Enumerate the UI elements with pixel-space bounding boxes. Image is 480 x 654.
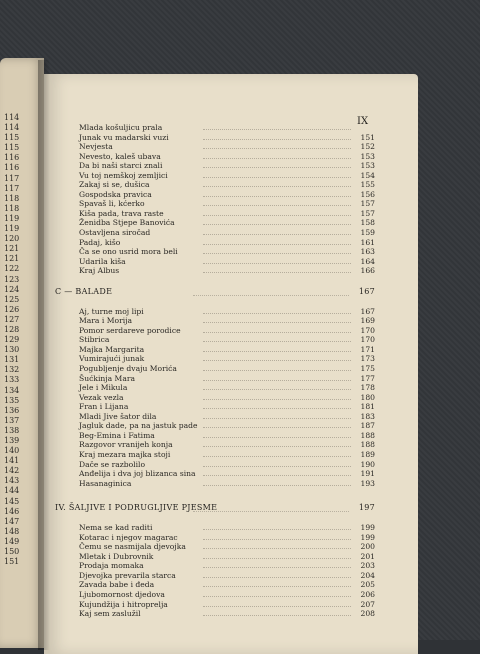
entry-title: Djevojka prevarila starca [79,570,176,580]
entry-page: 178 [360,383,375,393]
left-margin-number: 118 [4,193,20,203]
book-gutter-shadow [38,60,50,650]
entry-title: Majka Margarita [79,344,145,354]
entry-title: Jele i Mikula [79,383,128,393]
entry-page: 205 [360,580,375,590]
entry-page: 177 [360,373,375,383]
entry-title: Razgovor vranijeh konja [79,440,173,450]
leader-dots [203,409,351,419]
page-number: IX [357,116,369,127]
table-of-contents [53,123,375,619]
toc-entry [53,479,375,489]
left-margin-number: 145 [4,496,20,506]
entry-page: 166 [360,266,375,276]
entry-page: 157 [360,208,375,218]
entry-title: Mletak i Dubrovnik [79,551,154,561]
left-margin-number: 126 [4,304,20,314]
left-margin-number: 117 [4,173,20,183]
entry-page: 156 [360,189,375,199]
leader-dots [203,206,351,216]
entry-page: 153 [360,151,375,161]
left-margin-number: 116 [4,153,20,163]
toc-group-one [53,123,375,276]
left-margin-number: 140 [4,446,20,456]
entry-page: 189 [360,449,375,459]
leader-dots [203,313,351,323]
entry-title: Da bi naši starci znali [79,161,163,171]
entry-title: Hasanaginica [79,478,132,488]
entry-title: Kujundžija i hitroprelja [79,599,168,609]
left-margin-number: 130 [4,345,20,355]
left-margin-number: 132 [4,365,20,375]
toc-entry [53,609,375,619]
leader-dots [203,332,351,342]
left-margin-number: 122 [4,264,20,274]
left-margin-number: 116 [4,163,20,173]
leader-dots [203,168,351,178]
left-margin-number: 148 [4,526,20,536]
left-margin-number: 128 [4,324,20,334]
leader-dots [203,120,351,130]
entry-title: Nevesto, kaleš ubava [79,151,161,161]
entry-page: 163 [360,247,375,257]
leader-dots [203,149,351,159]
entry-page: 191 [360,469,375,479]
leader-dots [203,399,351,409]
entry-title: Kiša pada, trava raste [79,208,164,218]
entry-title: Ostavljena siročad [79,228,151,238]
entry-title: Ljubomornost djedova [79,589,165,599]
toc-entry [53,266,375,276]
entry-title: Ča se ono usrid mora beli [79,247,178,257]
leader-dots [203,139,351,149]
entry-title: Vu toj nemškoj zemljici [79,170,168,180]
entry-title: Anđelija i dva joj blizanca sina [79,469,196,479]
entry-page: 200 [360,542,375,552]
entry-page: 203 [360,561,375,571]
entry-title: Vezak vezla [79,392,124,402]
leader-dots [203,476,351,486]
left-margin-number: 143 [4,476,20,486]
leader-dots [203,437,351,447]
entry-page: 188 [360,430,375,440]
leader-dots [203,577,351,587]
leader-dots [203,263,351,273]
leader-dots [193,502,349,512]
leader-dots [203,447,351,457]
leader-dots [203,225,351,235]
leader-dots [203,215,351,225]
left-margin-number: 114 [4,123,20,133]
entry-page: 199 [360,532,375,542]
entry-page: 175 [360,364,375,374]
entry-page: 206 [360,589,375,599]
entry-title: Mlada košuljicu prala [79,123,163,132]
leader-dots [203,549,351,559]
leader-dots [203,520,351,530]
toc-group-three [53,523,375,618]
left-margin-number: 131 [4,355,20,365]
left-margin-number: 117 [4,183,20,193]
leader-dots [203,390,351,400]
leader-dots [203,235,351,245]
entry-title: Spavaš li, kćerko [79,199,145,209]
entry-title: Fran i Lijana [79,402,129,412]
entry-title: Čemu se nasmijala djevojka [79,542,186,552]
entry-title: Prodaja momaka [79,561,144,571]
entry-page: 169 [360,316,375,326]
entry-title: Šućkinja Mara [79,373,136,383]
left-margin-number: 146 [4,506,20,516]
entry-title: Zakaj si se, dušica [79,180,150,190]
entry-title: Aj, turne moj lipi [79,306,144,316]
left-margin-number: 137 [4,415,20,425]
leader-dots [203,304,351,314]
leader-dots [203,187,351,197]
leader-dots [203,568,351,578]
entry-page: 204 [360,570,375,580]
entry-title: Beg-Emina i Fatima [79,430,155,440]
leader-dots [203,351,351,361]
left-margin-number: 121 [4,254,20,264]
leader-dots [203,606,351,616]
leader-dots [203,539,351,549]
leader-dots [203,530,351,540]
entry-page: 201 [360,551,375,561]
toc-group-two [53,307,375,488]
entry-title: Pomor serdareve porodice [79,325,181,335]
leader-dots [203,558,351,568]
left-margin-number: 141 [4,456,20,466]
left-margin-number: 121 [4,244,20,254]
left-page-margin-numbers [4,113,38,567]
entry-title: Kraj Albus [79,266,120,276]
entry-page: 193 [360,478,375,488]
entry-title: Mara i Morija [79,316,133,326]
left-margin-number: 123 [4,274,20,284]
leader-dots [203,244,351,254]
left-margin-number: 136 [4,405,20,415]
entry-page: 187 [360,421,375,431]
left-margin-number: 149 [4,536,20,546]
entry-title: Nema se kad raditi [79,523,153,533]
left-margin-number: 150 [4,547,20,557]
leader-dots [193,286,349,296]
entry-page: 167 [360,306,375,316]
entry-title: Ženidba Stjepe Banovića [79,218,175,228]
leader-dots [203,371,351,381]
entry-page: 151 [360,132,375,142]
left-margin-number: 142 [4,466,20,476]
entry-page: 158 [360,218,375,228]
entry-page: 199 [360,523,375,533]
entry-title: Kraj mezara majka stoji [79,449,171,459]
left-margin-number: 138 [4,425,20,435]
entry-page: 188 [360,440,375,450]
left-margin-number: 151 [4,557,20,567]
entry-page: 155 [360,180,375,190]
entry-title: Padaj, kišo [79,237,121,247]
left-margin-number: 134 [4,385,20,395]
leader-dots [203,597,351,607]
entry-page: 171 [360,344,375,354]
leader-dots [203,457,351,467]
left-margin-number: 127 [4,314,20,324]
left-margin-number: 124 [4,284,20,294]
left-margin-number: 119 [4,213,20,223]
leader-dots [203,587,351,597]
entry-title: Junak vu madarski vuzi [79,132,169,142]
leader-dots [203,380,351,390]
left-margin-number: 119 [4,224,20,234]
entry-page: 208 [360,609,375,619]
leader-dots [203,158,351,168]
left-margin-number: 139 [4,436,20,445]
entry-title: Stibrica [79,335,110,345]
entry-title: Gospodska pravica [79,189,152,199]
left-margin-number: 115 [4,133,20,143]
section-page: 167 [358,286,375,296]
entry-title: Nevjesta [79,142,113,152]
entry-title: Jagluk dade, pa na jastuk pade [79,421,198,431]
leader-dots [203,361,351,371]
leader-dots [203,177,351,187]
toc-section-c [53,286,375,297]
left-margin-number: 114 [4,113,20,122]
toc-section-iv [53,502,375,513]
left-margin-number: 147 [4,516,20,526]
entry-title: Udarila kiša [79,256,126,266]
leader-dots [203,342,351,352]
leader-dots [203,254,351,264]
leader-dots [203,196,351,206]
left-margin-number: 115 [4,143,20,153]
leader-dots [203,418,351,428]
left-margin-number: 133 [4,375,20,385]
left-margin-number: 135 [4,395,20,405]
entry-page: 154 [360,170,375,180]
entry-page: 181 [360,402,375,412]
section-page: 197 [358,503,375,513]
left-margin-number: 125 [4,294,20,304]
section-label: C — BALADE [55,286,113,296]
entry-page: 183 [360,411,375,421]
entry-title: Kotarac i njegov magarac [79,532,178,542]
entry-title: Mladi Jive šator dila [79,411,157,421]
entry-page: 161 [360,237,375,247]
entry-title: Dače se razbolilo [79,459,146,469]
entry-page: 173 [360,354,375,364]
left-margin-number: 120 [4,234,20,244]
entry-page: 152 [360,142,375,152]
entry-page: 180 [360,392,375,402]
entry-title: Zavada babe i đeda [79,580,155,590]
entry-page: 170 [360,325,375,335]
entry-title: Kaj sem zaslužil [79,609,141,619]
left-margin-number: 129 [4,335,20,345]
entry-page: 153 [360,161,375,171]
entry-page: 159 [360,228,375,238]
entry-title: Pogubljenje dvaju Morića [79,364,177,374]
entry-page: 170 [360,335,375,345]
entry-page: 190 [360,459,375,469]
left-margin-number: 118 [4,203,20,213]
section-label: IV. ŠALJIVE I PODRUGLJIVE PJESME [55,503,218,513]
entry-page: 207 [360,599,375,609]
entry-page: 164 [360,256,375,266]
leader-dots [203,323,351,333]
entry-page: 157 [360,199,375,209]
leader-dots [203,466,351,476]
leader-dots [203,130,351,140]
leader-dots [203,428,351,438]
entry-title: Vumirajući junak [79,354,145,364]
left-margin-number: 144 [4,486,20,496]
